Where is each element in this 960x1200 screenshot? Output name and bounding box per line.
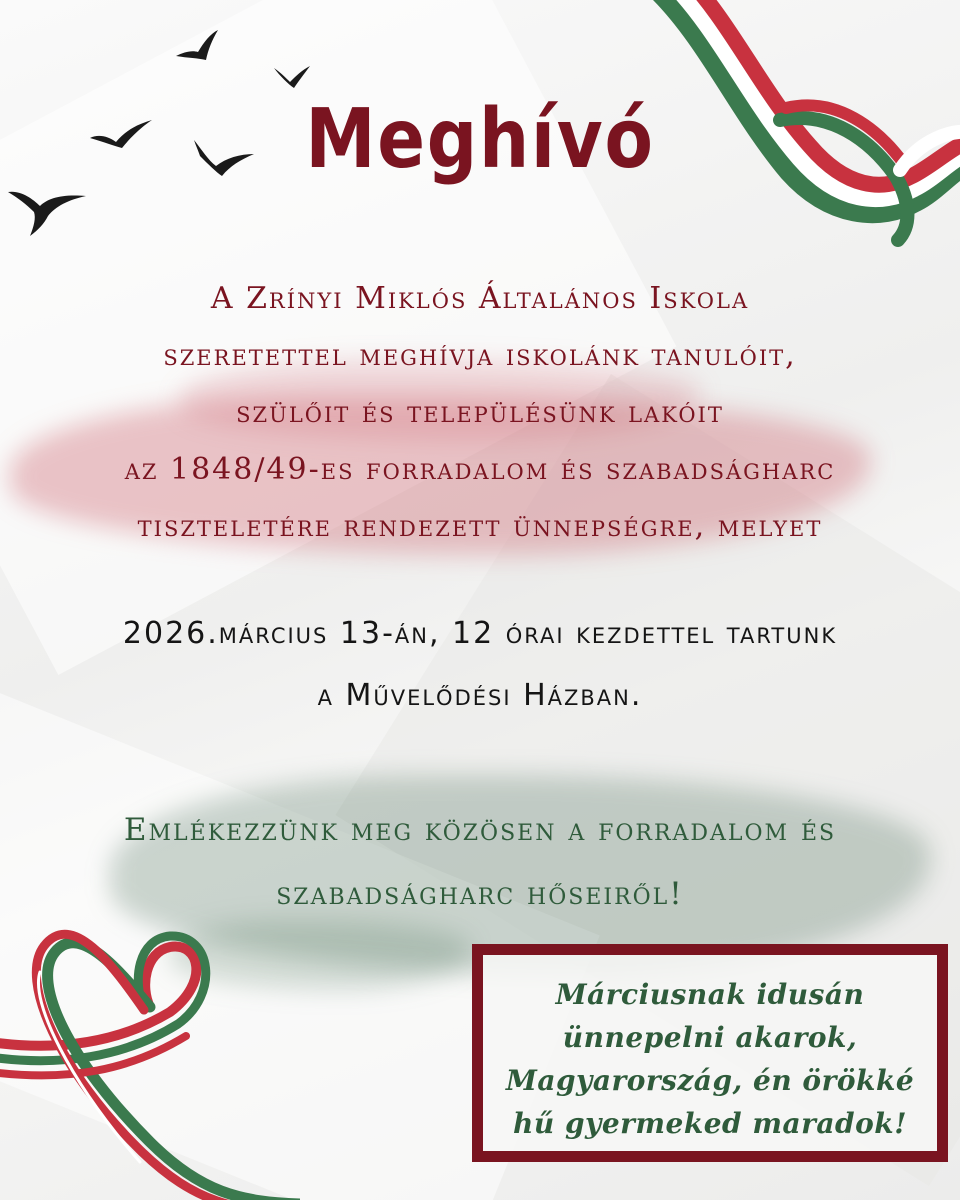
invitation-line: tiszteletére rendezett ünnepségre, melyet: [137, 509, 823, 544]
poem-line: Márciusnak idusán: [555, 978, 865, 1011]
bird-icon: [176, 30, 218, 60]
remember-text: [40, 798, 920, 926]
invitation-line: szeretettel meghívja iskolánk tanulóit,: [163, 338, 797, 373]
poem-line: Magyarország, én örökké: [505, 1064, 915, 1097]
heart-ribbon: [0, 912, 300, 1200]
invitation-line: A Zrínyi Miklós Általános Iskola: [210, 281, 750, 316]
page-title: Meghívó: [305, 92, 655, 187]
event-venue-line: a Művelődési Házban.: [317, 678, 643, 713]
invitation-line: szülőit és településünk lakóit: [236, 395, 724, 430]
invitation-text: [40, 270, 920, 555]
event-details: [40, 603, 920, 727]
poem-line: ünnepelni akarok,: [562, 1021, 858, 1054]
remember-line: Emlékezzünk meg közösen a forradalom és: [123, 812, 837, 848]
poem-text: [483, 973, 937, 1145]
event-date-line: 2026.március 13-án, 12 órai kezdettel tartunk: [122, 616, 838, 651]
poem-line: hű gyermeked maradok!: [513, 1107, 907, 1140]
bird-icon: [274, 66, 310, 88]
invitation-line: az 1848/49-es forradalom és szabadságharc: [124, 452, 836, 487]
remember-line: szabadságharc hőseiről!: [276, 876, 684, 912]
bird-icon: [8, 192, 86, 236]
poem-frame: [472, 944, 948, 1162]
